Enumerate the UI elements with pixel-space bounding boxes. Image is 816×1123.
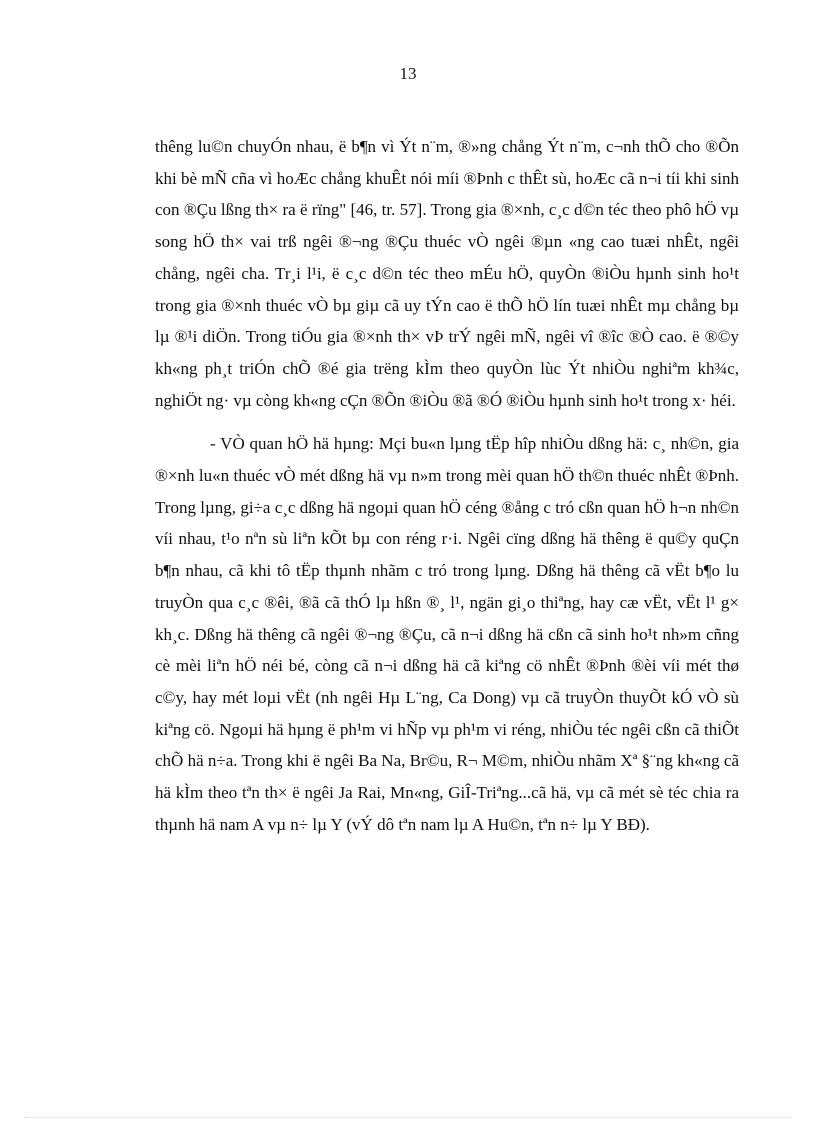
- page-bottom-divider: [24, 1117, 792, 1118]
- paragraph-kinship-relations: - VÒ quan hÖ hä hµng: Mçi bu«n lµng tËp hîp nhiÒu dßng hä: c¸ nh©n, gia ®×nh lu«n thuéc vÒ mét dßng hä vµ n»m trong mèi quan hÖ th©n thuéc nhÊt ®Þnh. Trong lµng, gi÷a c¸c dßng hä ngoµi quan hÖ céng ®ång c tró cßn quan hÖ h¬n nh©n víi nhau, t¹o nªn sù liªn kÕt bµ con réng r·i. Ngêi cïng dßng hä thêng ë qu©y quÇn b¶n nhau, cã khi tô tËp thµnh nhãm c tró trong lµng. Dßng hä thêng cã vËt b¶o lu truyÒn qua c¸c ®êi, ®ã cã thÓ lµ hßn ®¸ l¹, ngän gi¸o thiªng, hay cæ vËt, vËt l¹ g× kh¸c. Dßng hä thêng cã ngêi ®¬ng ®Çu, cã n¬i dßng hä cßn cã sinh ho¹t nh»m cñng cè mèi liªn hÖ néi bé, còng cã n¬i dßng hä cã kiªng cö nhÊt ®Þnh ®èi víi mét thø c©y, hay mét loµi vËt (nh ngêi Hµ L¨ng, Ca Dong) vµ cã truyÒn thuyÕt kÓ vÒ sù kiªng cö. Ngoµi hä hµng ë ph¹m vi hÑp vµ ph¹m vi réng, nhiÒu téc ngêi cßn cã thiÕt chÕ hä n÷a. Trong khi ë ngêi Ba Na, Br©u, R¬ M©m, nhiÒu nhãm Xª §¨ng kh«ng cã hä kÌm theo tªn th× ë ngêi Ja Rai, Mn«ng, GiÎ-Triªng...cã hä, vµ cã mét sè téc chia ra thµnh hä nam A vµ n÷ lµ Y (vÝ dô tªn nam lµ A Hu©n, tªn n÷ lµ Y BÐ).: [155, 434, 739, 834]
- page-number: 13: [399, 64, 417, 83]
- body-text: [155, 131, 739, 840]
- paragraph-household-roles: thêng lu©n chuyÓn nhau, ë b¶n vì Ýt n¨m, ®»ng chång Ýt n¨m, c¬nh thÕ cho ®Õn khi bè mÑ cña vì hoÆc chång khuÊt nói míi ®Þnh c thÊt sù, hoÆc cã n¬i tíi khi sinh con ®Çu lßng th× ra ë rïng" [46, tr. 57]. Trong gia ®×nh, c¸c d©n téc theo phô hÖ vµ song hÖ th× vai trß ngêi ®¬ng ®Çu thuéc vÒ ngêi ®µn «ng cao tuæi nhÊt, ngêi chång, ngêi cha. Tr¸i l¹i, ë c¸c d©n téc theo mÉu hÖ, quyÒn ®iÒu hµnh sinh ho¹t trong gia ®×nh thuéc vÒ bµ giµ cã uy tÝn cao ë thÕ hÖ lín tuæi nhÊt mµ chång bµ lµ ®¹i diÖn. Trong tiÓu gia ®×nh th× vÞ trÝ ngêi mÑ, ngêi vî ®îc ®Ò cao. ë ®©y kh«ng ph¸t triÓn chÕ ®é gia trëng kÌm theo quyÒn lùc Ýt nhiÒu nghiªm kh¾c, nghiÖt ng· vµ còng kh«ng cÇn ®Õn ®iÒu ®ã ®Ó ®iÒu hµnh sinh ho¹t trong x· héi.: [155, 137, 739, 410]
